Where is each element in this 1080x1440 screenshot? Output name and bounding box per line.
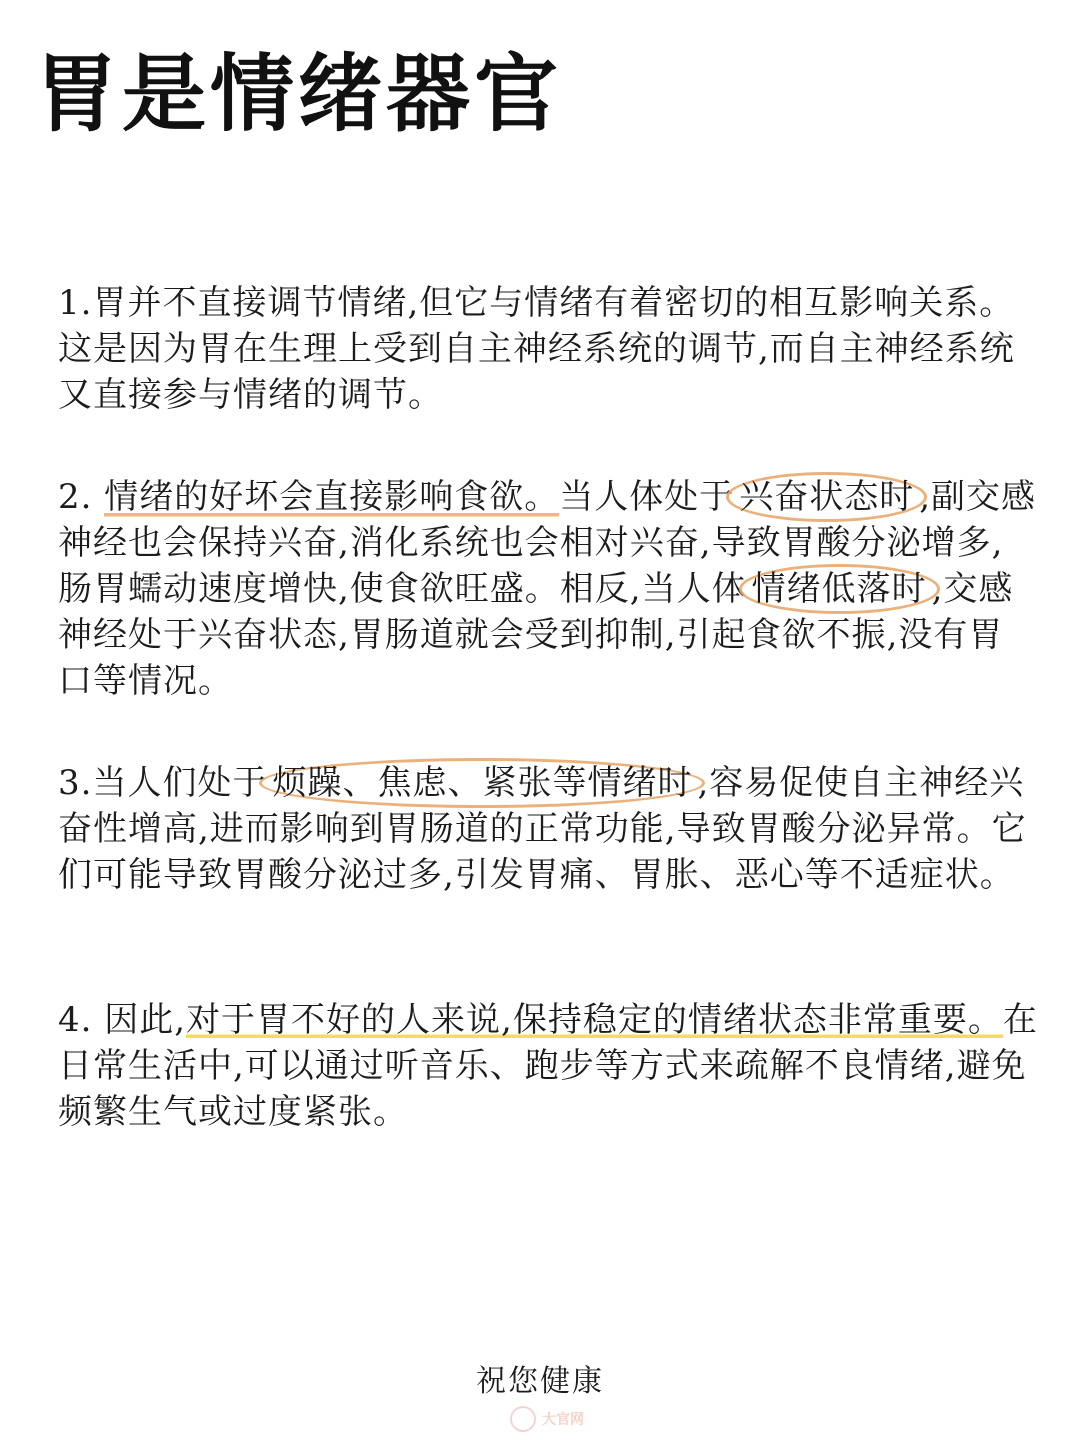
paragraph-4 [58,997,1038,1135]
footer-wish: 祝您健康 [476,1364,604,1399]
highlight-appetite: 情绪的好坏会直接影响食欲。 [104,477,560,517]
paragraph-3-rest: ,容易促使自主神经兴奋性增高,进而影响到胃肠道的正常功能,导致胃酸分泌异常。它们可能导致胃酸分泌过多,引发胃痛、胃胀、恶心等不适症状。 [58,763,1027,895]
watermark [510,1406,584,1432]
circle-anxiety-emotions: 烦躁、焦虑、紧张等情绪时 [259,758,705,808]
circle-low-mood: 情绪低落时 [739,564,940,614]
paragraph-2-prefix: 2. [58,477,105,517]
paragraph-3 [58,760,1038,898]
watermark-text: 大官网 [542,1411,584,1427]
paragraph-4-prefix: 4. 因此, [58,1000,187,1040]
paragraph-3-prefix: 3.当人们处于 [58,763,268,803]
circle-excited-state: 兴奋状态时 [726,472,927,522]
paragraph-2-mid1: 当人体处于 [559,477,735,517]
paragraph-2-rest: ,交感神经处于兴奋状态,胃肠道就会受到抑制,引起食欲不振,没有胃口等情况。 [58,569,1014,701]
paragraph-2-mid2: ,副交感神经也会保持兴奋,消化系统也会相对兴奋,导致胃酸分泌增多,肠胃蠕动速度增快,使食欲旺盛。相反,当人体 [58,477,1037,609]
paragraph-2 [58,474,1038,704]
highlight-stable-emotion: 对于胃不好的人来说,保持稳定的情绪状态非常重要。 [186,1000,1003,1040]
page-title: 胃是情绪器官 [34,44,563,143]
watermark-logo-icon [510,1406,536,1432]
paragraph-1: 1.胃并不直接调节情绪,但它与情绪有着密切的相互影响关系。这是因为胃在生理上受到自主神经系统的调节,而自主神经系统又直接参与情绪的调节。 [58,283,1015,415]
paragraph-4-rest: 在日常生活中,可以通过听音乐、跑步等方式来疏解不良情绪,避免频繁生气或过度紧张。 [58,1000,1038,1132]
